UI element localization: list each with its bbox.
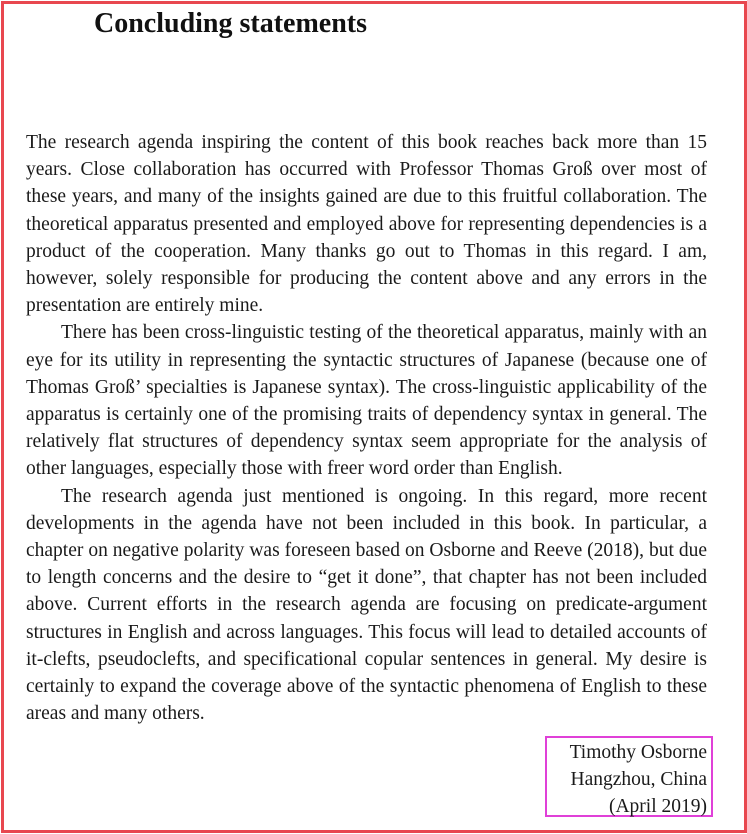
signature-date: (April 2019) [608, 796, 707, 817]
section-heading: Concluding statements [94, 8, 368, 39]
paragraph-3: The research agenda just mentioned is ongoing. In this regard, more recent developments in the agenda have not been included in this book. In particular, a chapter on negative polarity was foreseen based on Osborne and Reeve (2018), but due to length concerns and the desire to “get it done”, that chapter has not been included above. Current efforts in the research agenda are focusing on predicate-argument structures in English and across languages. This focus will lead to detailed accounts of it-clefts, pseudoclefts, and specificational copular sentences in general. My desire is certainly to expand the coverage above of the syntactic phenomena of English to these areas and many others. [26, 485, 707, 725]
paragraph-1: The research agenda inspiring the content of this book reaches back more than 15 years. Close collaboration has occurred with Professor Thomas Groß over most of these years, and many of the insights gained are due to this fruitful collaboration. The theoretical apparatus presented and employed above for representing dependencies is a product of the cooperation. Many thanks go out to Thomas in this regard. I am, however, solely responsible for producing the content above and any errors in the presentation are entirely mine. [26, 132, 707, 317]
author-name: Timothy Osborne [569, 742, 707, 763]
paragraph-2: There has been cross-linguistic testing of the theoretical apparatus, mainly with an eye for its utility in representing the syntactic structures of Japanese (because one of Thomas Groß’ specialties is Japanese syntax). The cross-linguistic applicability of the apparatus is certainly one of the promising traits of dependency syntax in general. The relatively flat structures of dependency syntax seem appropriate for the analysis of other languages, especially those with freer word order than English. [26, 322, 707, 480]
author-location: Hangzhou, China [570, 769, 707, 790]
body-text [26, 129, 707, 727]
signature-block [570, 739, 707, 820]
